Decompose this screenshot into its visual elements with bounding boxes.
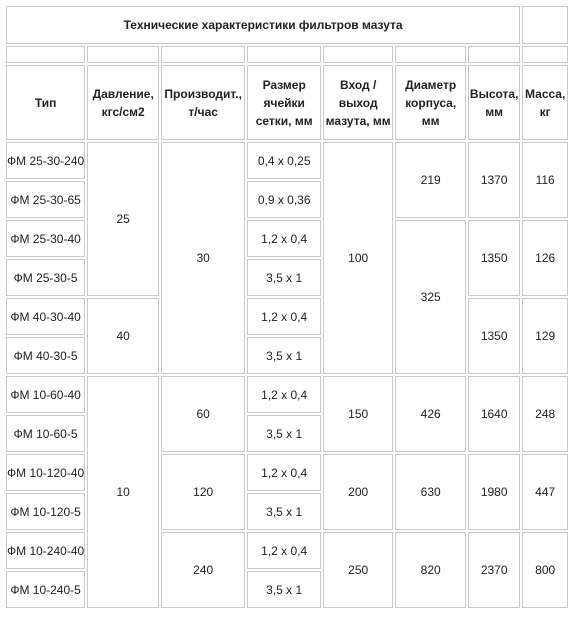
spacer-cell — [87, 46, 159, 63]
header-capacity: Производит., т/час — [161, 65, 245, 140]
type-cell: ФМ 40-30-5 — [6, 337, 85, 374]
inlet-cell: 200 — [323, 454, 393, 530]
type-cell: ФМ 25-30-240 — [6, 142, 85, 179]
title-corner-cell — [522, 6, 568, 44]
capacity-cell: 240 — [161, 532, 245, 608]
header-pressure: Давление, кгс/см2 — [87, 65, 159, 140]
mass-cell: 126 — [522, 220, 568, 296]
diameter-cell: 820 — [395, 532, 466, 608]
mesh-cell: 1,2 х 0,4 — [247, 454, 321, 491]
height-cell: 1350 — [468, 220, 520, 296]
table-title: Технические характеристики фильтров мазута — [6, 6, 520, 44]
diameter-cell: 630 — [395, 454, 466, 530]
height-cell: 1350 — [468, 298, 520, 374]
mass-cell: 447 — [522, 454, 568, 530]
mesh-cell: 0,9 х 0,36 — [247, 181, 321, 218]
header-diameter: Диаметр корпуса, мм — [395, 65, 466, 140]
type-cell: ФМ 10-120-40 — [6, 454, 85, 491]
height-cell: 1640 — [468, 376, 520, 452]
mass-cell: 248 — [522, 376, 568, 452]
filter-specs-table — [4, 4, 570, 610]
type-cell: ФМ 25-30-5 — [6, 259, 85, 296]
type-cell: ФМ 10-240-5 — [6, 571, 85, 608]
spacer-cell — [395, 46, 466, 63]
diameter-cell: 325 — [395, 220, 466, 374]
header-type: Тип — [6, 65, 85, 140]
header-height: Высота, мм — [468, 65, 520, 140]
mass-cell: 129 — [522, 298, 568, 374]
type-cell: ФМ 25-30-65 — [6, 181, 85, 218]
spacer-cell — [247, 46, 321, 63]
type-cell: ФМ 10-240-40 — [6, 532, 85, 569]
mesh-cell: 1,2 х 0,4 — [247, 376, 321, 413]
type-cell: ФМ 25-30-40 — [6, 220, 85, 257]
pressure-cell: 25 — [87, 142, 159, 296]
spacer-cell — [468, 46, 520, 63]
capacity-cell: 60 — [161, 376, 245, 452]
capacity-cell: 120 — [161, 454, 245, 530]
mass-cell: 116 — [522, 142, 568, 218]
pressure-cell: 10 — [87, 376, 159, 608]
diameter-cell: 426 — [395, 376, 466, 452]
type-cell: ФМ 40-30-40 — [6, 298, 85, 335]
height-cell: 2370 — [468, 532, 520, 608]
header-mesh: Размер ячейки сетки, мм — [247, 65, 321, 140]
type-cell: ФМ 10-60-5 — [6, 415, 85, 452]
header-mass: Масса, кг — [522, 65, 568, 140]
mesh-cell: 3,5 х 1 — [247, 493, 321, 530]
height-cell: 1980 — [468, 454, 520, 530]
inlet-cell: 100 — [323, 142, 393, 374]
mesh-cell: 3,5 х 1 — [247, 415, 321, 452]
mesh-cell: 3,5 х 1 — [247, 337, 321, 374]
type-cell: ФМ 10-60-40 — [6, 376, 85, 413]
spacer-cell — [6, 46, 85, 63]
mesh-cell: 1,2 х 0,4 — [247, 532, 321, 569]
mesh-cell: 3,5 х 1 — [247, 259, 321, 296]
diameter-cell: 219 — [395, 142, 466, 218]
mesh-cell: 1,2 х 0,4 — [247, 298, 321, 335]
header-inlet: Вход / выход мазута, мм — [323, 65, 393, 140]
spacer-cell — [522, 46, 568, 63]
inlet-cell: 250 — [323, 532, 393, 608]
inlet-cell: 150 — [323, 376, 393, 452]
type-cell: ФМ 10-120-5 — [6, 493, 85, 530]
mesh-cell: 3,5 х 1 — [247, 571, 321, 608]
mesh-cell: 1,2 х 0,4 — [247, 220, 321, 257]
mass-cell: 800 — [522, 532, 568, 608]
spacer-cell — [161, 46, 245, 63]
pressure-cell: 40 — [87, 298, 159, 374]
height-cell: 1370 — [468, 142, 520, 218]
mesh-cell: 0,4 х 0,25 — [247, 142, 321, 179]
spacer-cell — [323, 46, 393, 63]
capacity-cell: 30 — [161, 142, 245, 374]
